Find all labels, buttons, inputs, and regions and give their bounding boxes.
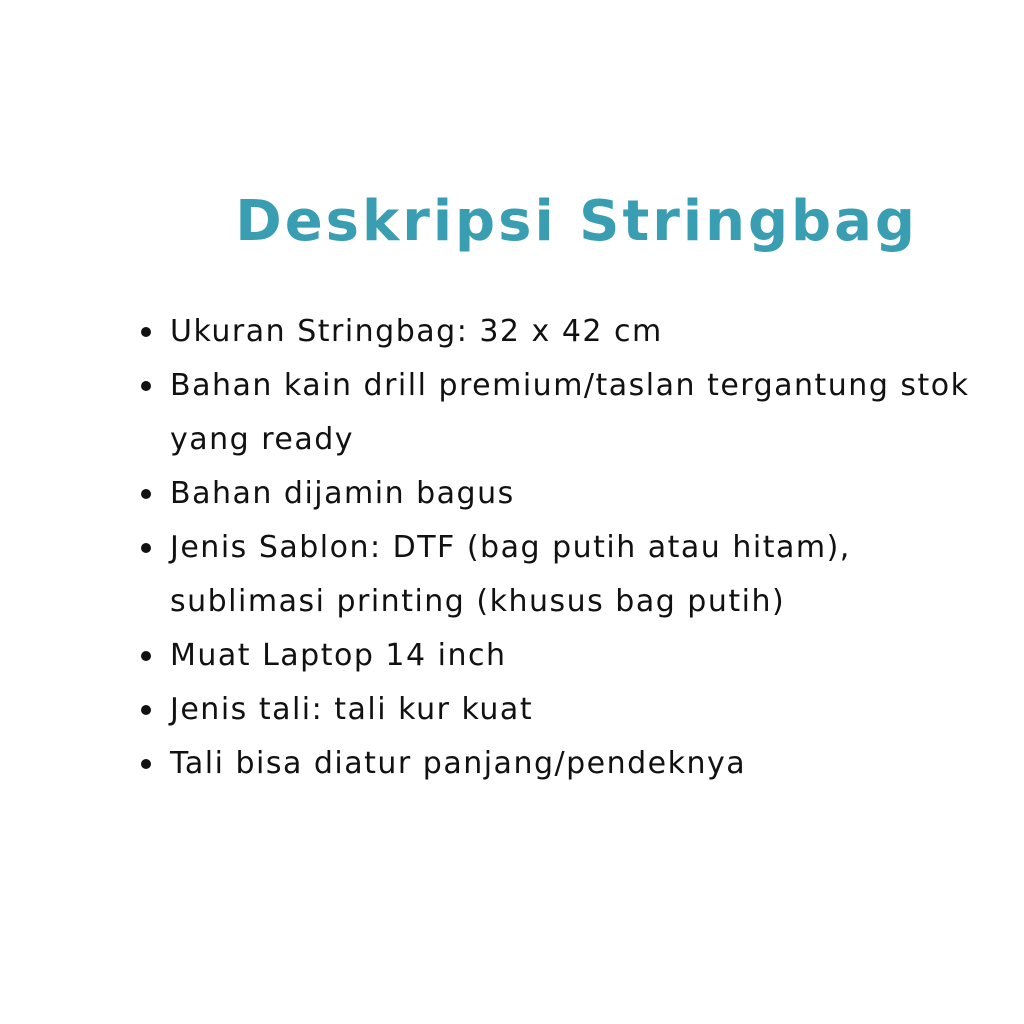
bullet-icon xyxy=(141,327,151,337)
list-item-text: Tali bisa diatur panjang/pendeknya xyxy=(170,746,747,781)
bullet-icon xyxy=(141,651,151,661)
list-item xyxy=(170,521,970,629)
list-item xyxy=(170,467,970,521)
list-item-text: Muat Laptop 14 inch xyxy=(170,638,507,673)
list-item-text: Bahan dijamin bagus xyxy=(170,476,515,511)
list-item-text: Jenis tali: tali kur kuat xyxy=(170,692,534,727)
list-item xyxy=(170,629,970,683)
list-item xyxy=(170,305,970,359)
bullet-icon xyxy=(141,705,151,715)
list-item xyxy=(170,683,970,737)
description-list xyxy=(136,305,970,791)
bullet-icon xyxy=(141,489,151,499)
page-title: Deskripsi Stringbag xyxy=(235,189,918,254)
bullet-icon xyxy=(141,759,151,769)
list-item xyxy=(170,359,970,467)
list-item-text: Ukuran Stringbag: 32 x 42 cm xyxy=(170,314,663,349)
list-item-text: Bahan kain drill premium/taslan tergantung stok yang ready xyxy=(170,368,970,457)
bullet-icon xyxy=(141,381,151,391)
bullet-icon xyxy=(141,543,151,553)
list-item xyxy=(170,737,970,791)
list-item-text: Jenis Sablon: DTF (bag putih atau hitam), sublimasi printing (khusus bag putih) xyxy=(170,530,851,619)
